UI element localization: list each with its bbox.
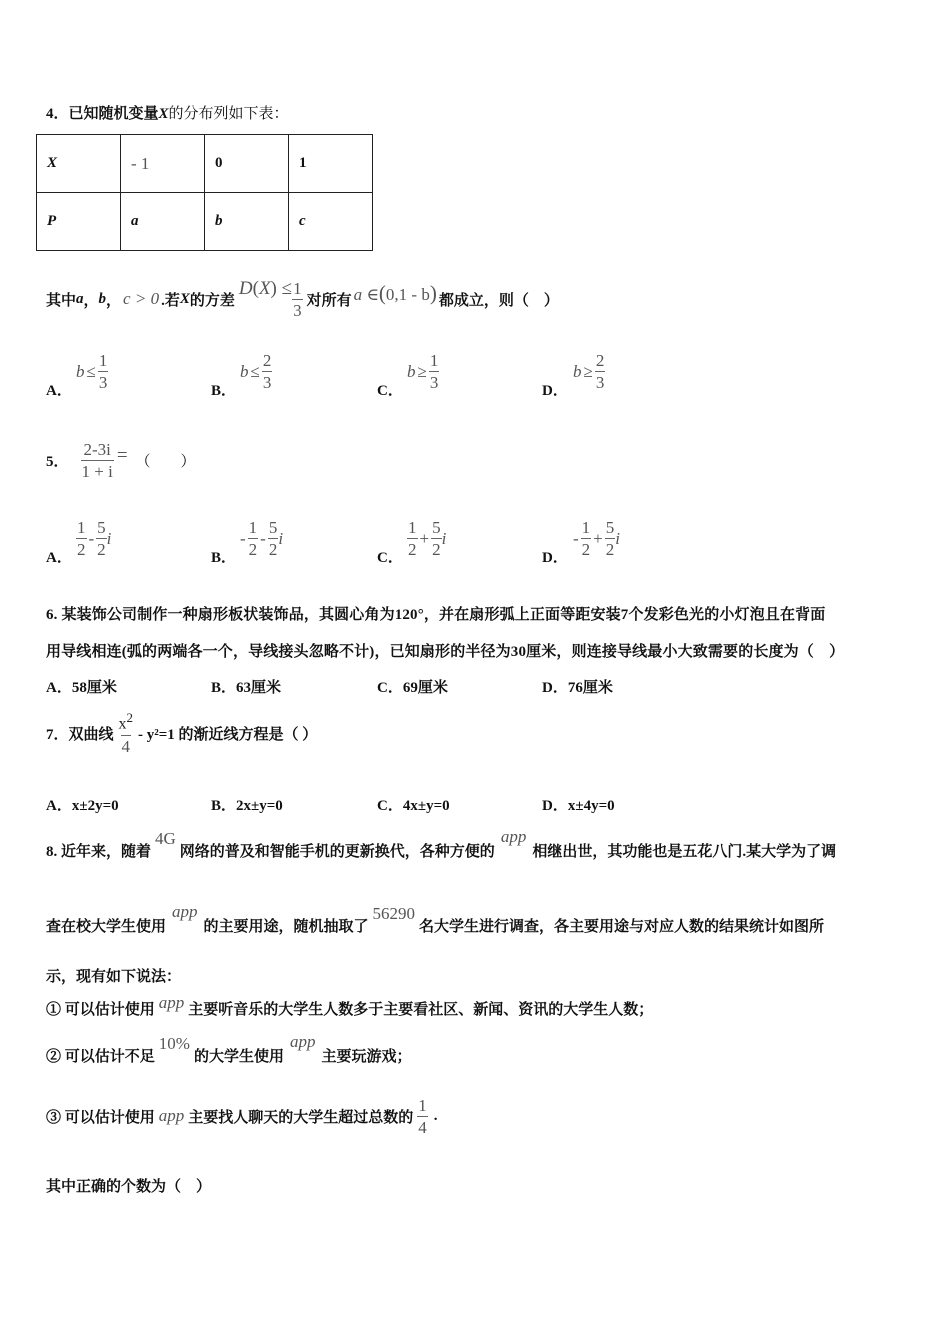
option-b[interactable]: B． — [211, 383, 237, 399]
statement-3: ③ 可以估计使用 app 主要找人聊天的大学生超过总数的 $\frac{1}{4}$ . — [46, 1095, 438, 1137]
q8-question: 其中正确的个数为（ ） — [46, 1179, 212, 1195]
table-cell: b — [205, 193, 289, 251]
option-b[interactable]: B．2x±y=0 — [211, 798, 283, 814]
option-c[interactable]: C．69厘米 — [377, 680, 448, 696]
interval-expr: a ∈(0,1 - b) — [353, 280, 437, 305]
option-d[interactable]: D． — [542, 383, 568, 399]
option-b-math: b ≤ $\frac{2}{3}$ — [240, 351, 272, 392]
q8-line-2: 查在校大学生使用app的主要用途，随机抽取了56290名大学生进行调查，各主要用途与对应人数的结果统计如图所 — [46, 902, 825, 935]
option-a[interactable]: A．x±2y=0 — [46, 798, 119, 814]
q4-stem: 4．已知随机变量X的分布列如下表： — [46, 106, 289, 122]
option-d[interactable]: D．76厘米 — [542, 680, 613, 696]
statement-2: ② 可以估计不足10%的大学生使用app主要玩游戏； — [46, 1032, 412, 1065]
option-b[interactable]: B．63厘米 — [211, 680, 282, 696]
option-b[interactable]: B． — [211, 550, 237, 566]
table-row — [37, 135, 373, 193]
option-c[interactable]: C． — [377, 383, 403, 399]
option-d-math: b ≥ $\frac{2}{3}$ — [573, 351, 605, 392]
option-c-math: b ≥ $\frac{1}{3}$ — [407, 351, 439, 392]
q6-line-1: 6. 某装饰公司制作一种扇形板状装饰品，其圆心角为120°，并在扇形弧上正面等距安装7个发彩色光的小灯泡且在背面 — [46, 607, 826, 623]
option-a[interactable]: A． — [46, 550, 72, 566]
option-a-math: b ≤ $\frac{1}{3}$ — [76, 351, 108, 392]
q5-stem: 5． $\frac{2-3i}{1 + i}$ = （ ） — [46, 439, 196, 481]
q8-line-1: 8. 近年来，随着4G网络的普及和智能手机的更新换代，各种方便的app相继出世，其功能也是五花八门.某大学为了调 — [46, 827, 837, 860]
option-a-math: $\frac{1}{2}$ - $\frac{5}{2}$ i — [77, 518, 112, 559]
option-c[interactable]: C． — [377, 550, 403, 566]
q6-line-2: 用导线相连(弧的两端各一个，导线接头忽略不计)，已知扇形的半径为30厘米，则连接导线最小大致需要的长度为（ ） — [46, 644, 845, 660]
table-row — [37, 193, 373, 251]
option-c-math: $\frac{1}{2}$ + $\frac{5}{2}$ i — [408, 518, 447, 559]
option-d-math: - $\frac{1}{2}$ + $\frac{5}{2}$ i — [573, 518, 620, 559]
fraction: $\frac{1}{4}$ — [418, 1095, 427, 1137]
table-cell: a — [121, 193, 205, 251]
table-cell: P — [37, 193, 121, 251]
option-b-math: - $\frac{1}{2}$ - $\frac{5}{2}$ i — [240, 518, 284, 559]
option-d[interactable]: D． — [542, 550, 568, 566]
option-d[interactable]: D．x±4y=0 — [542, 798, 615, 814]
table-cell: c — [289, 193, 373, 251]
fraction: $\frac{2-3i}{1 + i}$ — [81, 439, 113, 481]
option-a[interactable]: A． — [46, 383, 72, 399]
fraction: $\frac{1}{3}$ — [293, 278, 302, 320]
q7-stem: 7．双曲线 $\frac{x^2}{4}$ - y²=1 的渐近线方程是（ ） — [46, 710, 318, 756]
table-cell: 1 — [289, 135, 373, 193]
fraction: $\frac{x^2}{4}$ — [118, 710, 134, 756]
distribution-table — [36, 134, 373, 251]
q8-line-3: 示，现有如下说法： — [46, 969, 182, 985]
table-cell: 0 — [205, 135, 289, 193]
table-cell: X — [37, 135, 121, 193]
table-cell: - 1 — [121, 135, 205, 193]
q4-condition: 其中 a ， b ， c > 0 .若 X 的方差 D(X) ≤ $\frac{1}{3}$ 对所有 a ∈(0,1 - b) 都成立，则（ ） — [46, 278, 559, 320]
variance-expr: D(X) ≤ — [238, 278, 293, 299]
statement-1: ① 可以估计使用 app 主要听音乐的大学生人数多于主要看社区、新闻、资讯的大学生人数； — [46, 993, 654, 1018]
option-a[interactable]: A．58厘米 — [46, 680, 117, 696]
option-c[interactable]: C．4x±y=0 — [377, 798, 450, 814]
